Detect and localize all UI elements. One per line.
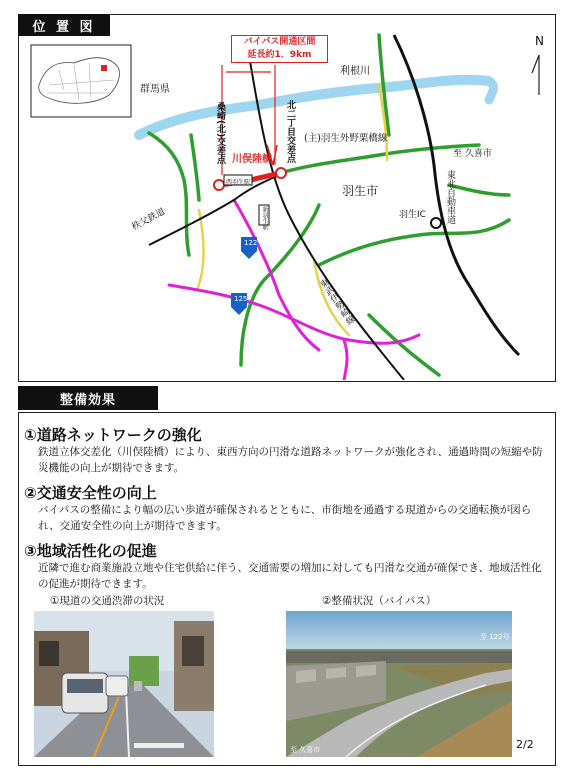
- green-road-7: [369, 315, 439, 375]
- page-number: 2/2: [516, 738, 534, 751]
- bypass-label-line1: バイパス開通区間: [243, 37, 316, 47]
- gunma-label: 群馬県: [140, 84, 170, 95]
- kawamata-bridge-label: 川俣陸橋: [232, 154, 272, 165]
- hanyu-city-label: 羽生市: [342, 184, 379, 198]
- effect-1-title: ①道路ネットワークの強化: [24, 426, 202, 444]
- location-map: [19, 15, 554, 380]
- tone-river-label: 利根川: [340, 66, 370, 77]
- green-road-1: [149, 133, 189, 255]
- effect-2-body: バイパスの整備により幅の広い歩道が確保されるとともに、市街地を通過する現道からの交通転換が図られ、交通安全性の向上が期待できます。: [38, 504, 532, 532]
- photo-1-caption: ①現道の交通渋滞の状況: [50, 595, 165, 607]
- green-road-5: [319, 220, 509, 265]
- photo-traffic-congestion: [34, 611, 214, 757]
- effects-header: 整備効果: [18, 386, 158, 410]
- route-122-label: 122: [244, 239, 258, 247]
- kitanichome-intersection-label: 北二丁目交差点: [285, 100, 295, 163]
- location-map-header: 位 置 図: [18, 14, 110, 36]
- kuki-direction-label-1: 至 久喜市: [453, 149, 492, 159]
- green-road-2: [191, 135, 199, 200]
- nishi-hanyu-station-label: 西羽生駅: [226, 179, 251, 186]
- effect-1-body: 鉄道立体交差化（川俣陸橋）により、東西方向の円滑な道路ネットワークが強化され、通過時間の短縮や防災機能の向上が期待できます。: [38, 446, 543, 474]
- photo-2-caption: ②整備状況（バイパス）: [322, 595, 437, 607]
- route-125-label: 125: [234, 295, 248, 303]
- north-arrow: [532, 55, 539, 95]
- bypass-label: [231, 35, 328, 63]
- chichibu-railway-label: 秩父鉄道: [130, 206, 167, 233]
- route-line-label: (主)羽生外野栗橋線: [304, 133, 388, 144]
- magenta-road-2: [169, 285, 419, 343]
- photo-2-stamp: 至 122号: [480, 633, 510, 641]
- photo-2-overlay-label: 至 久喜市: [290, 746, 321, 754]
- green-road-6: [449, 185, 509, 195]
- effect-3-body: 近隣で進む商業施設立地や住宅供給に伴う、交通需要の増加に対しても円滑な交通が確保でき、地域活性化の促進が期待できます。: [38, 562, 542, 590]
- bypass-label-line2: 延長約1．9km: [247, 50, 312, 60]
- tone-river: [139, 80, 489, 135]
- north-label: N: [535, 34, 544, 48]
- magenta-road-1: [234, 200, 319, 350]
- tobu-line-label: 東武伊勢崎線: [316, 277, 356, 328]
- expressway-label: 東北自動車道: [445, 170, 455, 224]
- magenta-road-3: [344, 340, 347, 380]
- kuwasaki-intersection-label: 桑崎(北)交差点: [215, 102, 225, 165]
- hanyu-ic-label: 羽生IC: [399, 210, 426, 220]
- photo-bypass-progress: [286, 611, 512, 757]
- effect-2-title: ②交通安全性の向上: [24, 484, 157, 502]
- effect-3-title: ③地域活性化の促進: [24, 542, 157, 560]
- yellow-road-2: [197, 210, 204, 290]
- shin-hanyu-station-label: 新羽生駅: [261, 206, 268, 230]
